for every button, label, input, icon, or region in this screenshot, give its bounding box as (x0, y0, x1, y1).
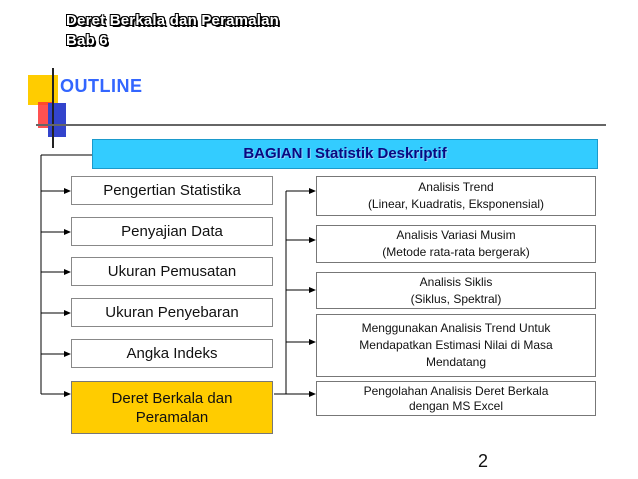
section-banner: BAGIAN I Statistik Deskriptif (92, 139, 598, 169)
right-item: Analisis Variasi Musim (Metode rata-rata bergerak) (316, 225, 596, 263)
left-item: Angka Indeks (71, 339, 273, 368)
outline-title: OUTLINE (60, 76, 143, 96)
header-line1: Deret Berkala dan Peramalan (66, 12, 280, 29)
left-item: Ukuran Penyebaran (71, 298, 273, 327)
header-line2: Bab 6 (66, 32, 108, 49)
right-item: Analisis Trend (Linear, Kuadratis, Eksponensial) (316, 176, 596, 216)
left-item-active: Deret Berkala dan Peramalan (71, 381, 273, 434)
page-number: 2 (478, 451, 489, 471)
right-item: Menggunakan Analisis Trend Untuk Mendapatkan Estimasi Nilai di Masa Mendatang (316, 314, 596, 377)
left-item: Pengertian Statistika (71, 176, 273, 205)
left-item: Penyajian Data (71, 217, 273, 246)
right-item: Analisis Siklis (Siklus, Spektral) (316, 272, 596, 309)
left-item: Ukuran Pemusatan (71, 257, 273, 286)
right-item: Pengolahan Analisis Deret Berkala dengan MS Excel (316, 381, 596, 416)
